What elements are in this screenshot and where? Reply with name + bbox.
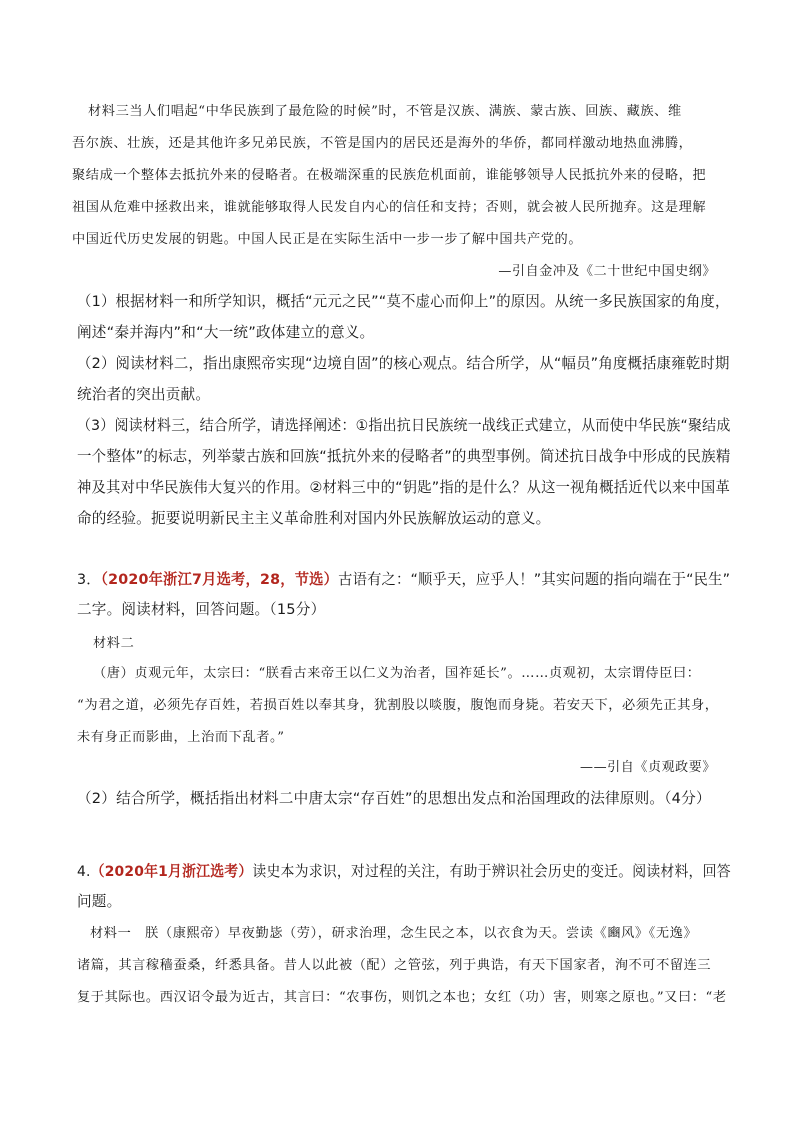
question-stem: 读史本为求识，对过程的关注，有助于辨识社会历史的变迁。阅读材料，回答: [252, 863, 731, 880]
material-line: 材料一 朕（康熙帝）早夜勤毖（劳），研求治理，念生民之本，以衣食为天。尝读《豳风》《无逸》: [90, 926, 698, 941]
subquestion-line: 统治者的突出贡献。: [77, 386, 211, 403]
material-source: ——引自《贞观政要》: [579, 760, 716, 775]
subquestion-line: （1）根据材料一和所学知识，概括“元元之民”“莫不虚心而仰上”的原因。从统一多民族国家的角度，: [77, 293, 730, 310]
subquestion-line: 神及其对中华民族伟大复兴的作用。②材料三中的“钥匙”指的是什么？从这一视角概括近代以来中国革: [77, 479, 730, 496]
material-three-line: 中国近代历史发展的钥匙。中国人民正是在实际生活中一步一步了解中国共产党的。: [72, 232, 583, 247]
material-line: “为君之道，必须先存百姓，若损百姓以奉其身，犹割股以啖腹，腹饱而身毙。若安天下，必须先正其身，: [77, 698, 719, 713]
subquestion-line: （2）阅读材料二，指出康熙帝实现“边境自固”的核心观点。结合所学，从“幅员”角度概括康雍乾时期: [77, 355, 730, 372]
question-four-heading: [77, 860, 731, 881]
question-number: 3．: [77, 571, 101, 588]
material-line: 复于其际也。西汉诏令最为近古，其言曰：“农事伤，则饥之本也；女红（功）害，则寒之原也。”又曰：“老: [77, 990, 727, 1005]
subquestion-line: （2）结合所学，概括指出材料二中唐太宗“存百姓”的思想出发点和治国理政的法律原则。（4分）: [77, 790, 711, 807]
question-stem-line: 问题。: [77, 893, 122, 910]
material-three-line: 吾尔族、壮族，还是其他许多兄弟民族，不管是国内的居民还是海外的华侨，都同样激动地热血沸腾，: [72, 136, 693, 151]
question-three-heading: [77, 568, 730, 589]
material-label: 材料二: [93, 636, 135, 651]
material-three-line: 祖国从危难中拯救出来，谁就能够取得人民发自内心的信任和支持；否则，就会被人民所抛弃。这是理解: [72, 200, 707, 215]
material-line: 诸篇，其言稼穑蚕桑，纤悉具备。昔人以此被（配）之管弦，列于典诰，有天下国家者，洵不可不留连三: [77, 958, 712, 973]
question-stem: 古语有之：“顺乎天，应乎人！”其实问题的指向端在于“民生”: [338, 571, 731, 588]
material-line: 未有身正而影曲，上治而下乱者。”: [77, 730, 285, 745]
subquestion-line: 一个整体”的标志，列举蒙古族和回族“抵抗外来的侵略者”的典型事例。简述抗日战争中形成的民族精: [77, 448, 731, 465]
question-stem-line: 二字。阅读材料，回答问题。（15分）: [77, 601, 326, 618]
material-three-line: 聚结成一个整体去抵抗外来的侵略者。在极端深重的民族危机面前，谁能够领导人民抵抗外来的侵略，把: [72, 168, 707, 183]
material-three-source: —引自金冲及《二十世纪中国史纲》: [498, 264, 716, 279]
question-source-tag: （2020年浙江7月选考，28，节选）: [100, 571, 339, 588]
question-source-tag: （2020年1月浙江选考）: [90, 863, 253, 880]
material-three-line: 材料三当人们唱起“中华民族到了最危险的时候”时，不管是汉族、满族、蒙古族、回族、藏族、维: [88, 104, 682, 119]
subquestion-line: 命的经验。扼要说明新民主主义革命胜利对国内外民族解放运动的意义。: [77, 510, 551, 527]
subquestion-line: （3）阅读材料三，结合所学，请选择阐述：①指出抗日民族统一战线正式建立，从而使中华民族“聚结成: [77, 417, 731, 434]
material-line: （唐）贞观元年，太宗曰：“朕看古来帝王以仁义为治者，国祚延长”。……贞观初，太宗谓侍臣曰：: [93, 666, 701, 681]
subquestion-line: 阐述“秦并海内”和“大一统”政体建立的意义。: [77, 324, 375, 341]
question-number: 4.: [77, 863, 91, 880]
